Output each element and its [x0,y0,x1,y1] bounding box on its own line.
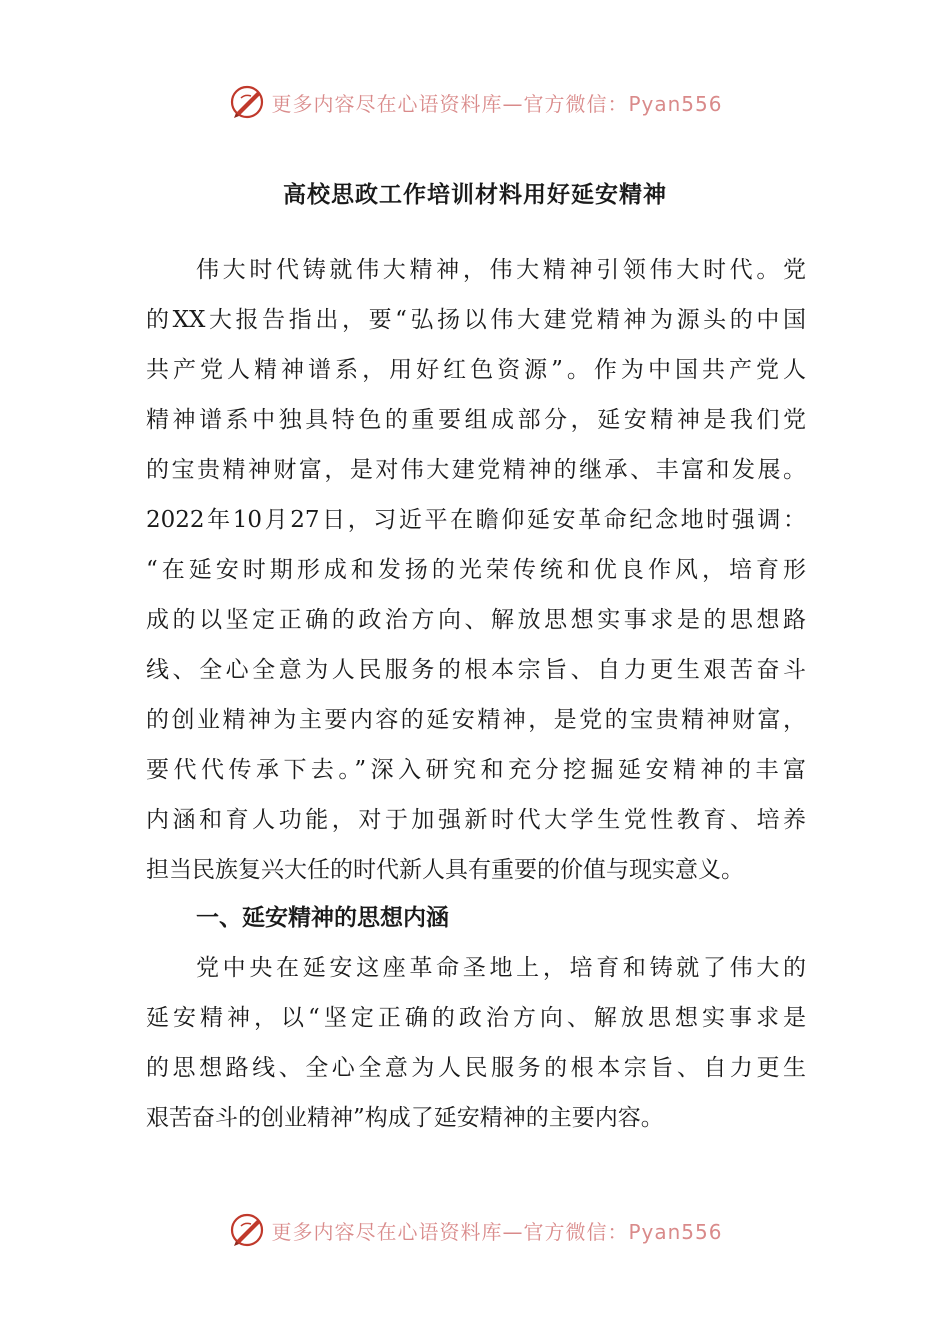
text-line: 担当民族复兴大任的时代新人具有重要的价值与现实意义。 [146,857,744,883]
heading-text: 一、延安精神的思想内涵 [196,904,449,931]
banner-text: 更多内容尽在心语资料库—官方微信：Pyan556 [271,1219,723,1244]
text-line: 内涵和育人功能，对于加强新时代大学生党性教育、培养 [146,807,806,833]
text-line: 延安精神，以“坚定正确的政治方向、解放思想实事求是 [146,1005,806,1031]
text-line: 艰苦奋斗的创业精神”构成了延安精神的主要内容。 [146,1105,664,1131]
text-line: 要代代传承下去。”深入研究和充分挖掘延安精神的丰富 [146,757,806,783]
text-line: 线、全心全意为人民服务的根本宗旨、自力更生艰苦奋斗 [146,657,806,683]
text-line: 成的以坚定正确的政治方向、解放思想实事求是的思想路 [146,607,806,633]
pen-logo-icon [227,82,267,122]
header-banner [0,80,950,124]
footer-banner [0,1208,950,1252]
text-line: 2022年10月27日，习近平在瞻仰延安革命纪念地时强调： [146,507,806,533]
text-line: 的创业精神为主要内容的延安精神，是党的宝贵精神财富， [146,707,806,733]
document-title: 高校思政工作培训材料用好延安精神 [283,181,667,208]
text-line: 伟大时代铸就伟大精神，伟大精神引领伟大时代。党 [196,257,806,283]
text-line: 的思想路线、全心全意为人民服务的根本宗旨、自力更生 [146,1055,806,1081]
text-line: “在延安时期形成和发扬的光荣传统和优良作风，培育形 [146,557,806,583]
banner-text: 更多内容尽在心语资料库—官方微信：Pyan556 [271,91,723,116]
text-line: 的宝贵精神财富，是对伟大建党精神的继承、丰富和发展。 [146,457,806,483]
text-line: 精神谱系中独具特色的重要组成部分，延安精神是我们党 [146,407,806,433]
text-line: 的XX大报告指出，要“弘扬以伟大建党精神为源头的中国 [146,307,806,333]
text-line: 党中央在延安这座革命圣地上，培育和铸就了伟大的 [196,955,806,981]
text-line: 共产党人精神谱系，用好红色资源”。作为中国共产党人 [146,357,806,383]
pen-logo-icon [227,1210,267,1250]
